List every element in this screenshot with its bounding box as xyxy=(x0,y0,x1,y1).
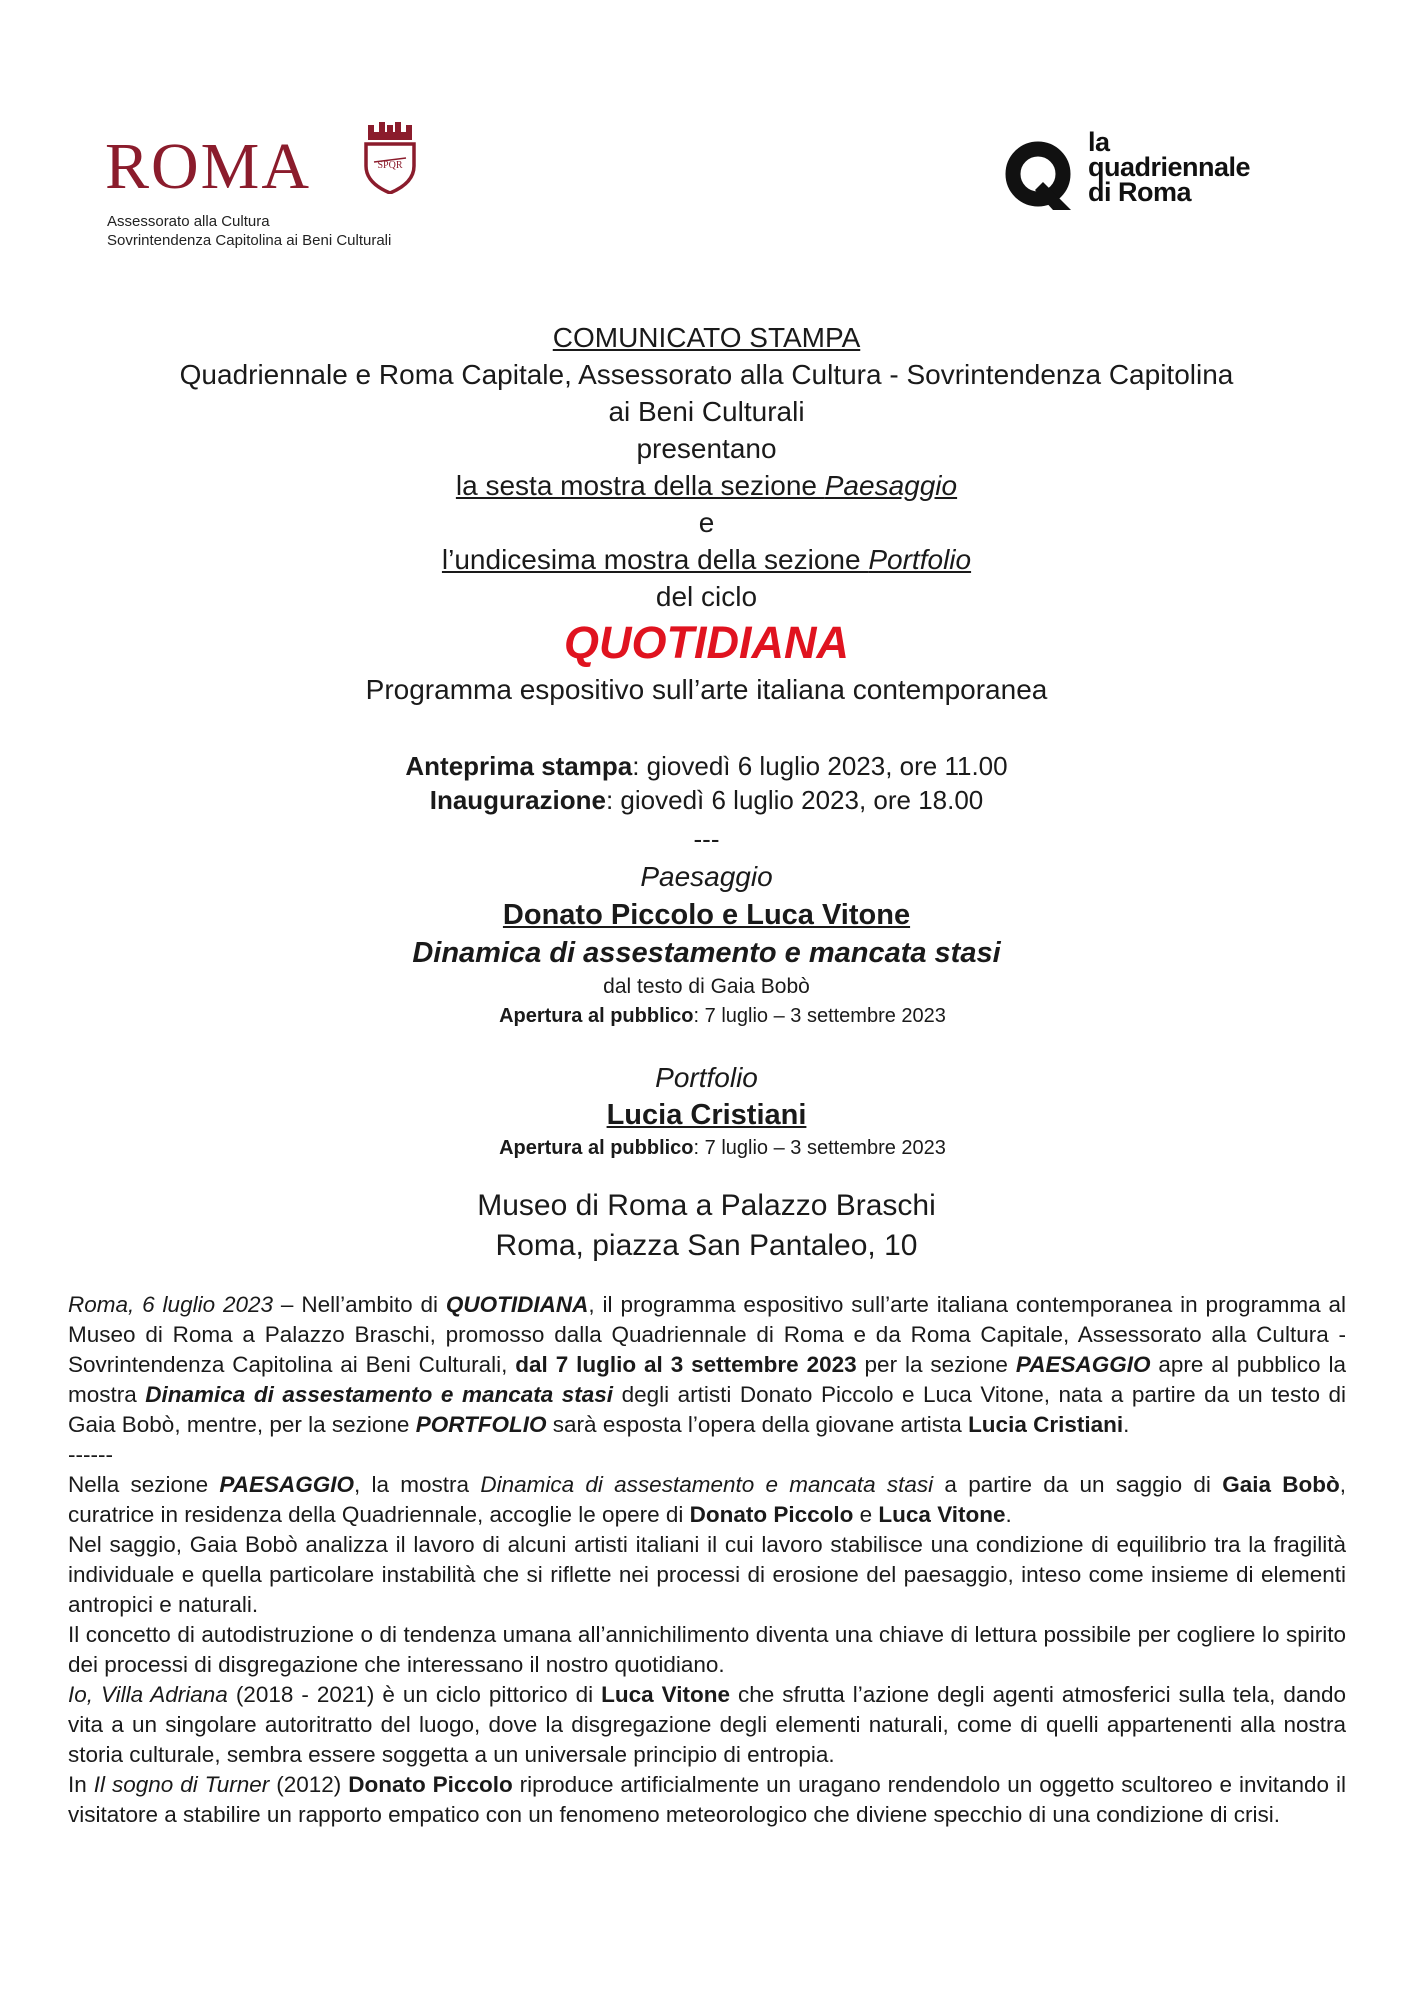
opening-label: Inaugurazione xyxy=(429,785,606,815)
spqr-crest-icon xyxy=(360,122,420,194)
text-run: PAESAGGIO xyxy=(1015,1352,1151,1377)
opening-value: : giovedì 6 luglio 2023, ore 18.00 xyxy=(605,785,984,815)
text-run: , curatrice in residenza della Quadriennale, accoglie le opere di xyxy=(68,1472,1347,1527)
program-name: QUOTIDIANA xyxy=(564,617,849,668)
preview-value: : giovedì 6 luglio 2023, ore 11.00 xyxy=(632,751,1008,781)
text-run: . xyxy=(1123,1412,1130,1437)
paesaggio-public-opening xyxy=(0,1003,1413,1029)
text-run: per la sezione xyxy=(856,1352,1016,1377)
cycle-line: del ciclo xyxy=(655,581,758,612)
text-run: PORTFOLIO xyxy=(415,1412,547,1437)
portfolio-section-label: Portfolio xyxy=(655,1062,758,1093)
paesaggio-public-value: : 7 luglio – 3 settembre 2023 xyxy=(693,1005,946,1027)
presenters-line1: Quadriennale e Roma Capitale, Assessorato alla Cultura - Sovrintendenza Capitolina xyxy=(179,359,1234,390)
text-run: e xyxy=(853,1502,879,1527)
roma-wordmark: ROMA xyxy=(105,130,312,203)
body-paragraph-2 xyxy=(68,1470,1346,1530)
presentano: presentano xyxy=(636,433,777,464)
press-preview-line xyxy=(0,749,1413,783)
eleventh-show-section: Portfolio xyxy=(868,544,972,575)
body-paragraph-1 xyxy=(68,1290,1346,1440)
text-run: Lucia Cristiani xyxy=(968,1412,1124,1437)
sixth-show-line xyxy=(0,468,1413,504)
text-run: apre al pubblico la mostra xyxy=(68,1352,1346,1407)
quadriennale-logo xyxy=(1003,127,1303,210)
text-run: , la mostra xyxy=(353,1472,481,1497)
body-paragraph-3: Nel saggio, Gaia Bobò analizza il lavoro di alcuni artisti italiani il cui lavoro stabilisce una condizione di equilibrio tra la fragilità individuale e quella particolare instabilità che si riflette nei processi di erosione del paesaggio, inteso come insieme di elementi antropici e naturali. xyxy=(68,1532,1346,1617)
text-run: Dinamica di assestamento e mancata stasi xyxy=(480,1472,934,1497)
portfolio-public-value: : 7 luglio – 3 settembre 2023 xyxy=(693,1137,946,1159)
separator: --- xyxy=(693,824,720,854)
body-paragraph-4: Il concetto di autodistruzione o di tendenza umana all’annichilimento diventa una chiave di lettura possibile per cogliere lo spirito dei processi di disgregazione che interessano il nostro quotidiano. xyxy=(68,1622,1346,1677)
paesaggio-artists: Donato Piccolo e Luca Vitone xyxy=(502,899,911,931)
text-run: Donato Piccolo xyxy=(348,1772,513,1797)
portfolio-public-opening xyxy=(0,1135,1413,1161)
roma-sub-line2: Sovrintendenza Capitolina ai Beni Culturali xyxy=(107,232,392,249)
text-run: riproduce artificialmente un uragano rendendolo un oggetto scultoreo e invitando il visitatore a stabilire un rapporto empatico con un fenomeno meteorologico che diviene specchio di una condizione di crisi. xyxy=(68,1772,1346,1827)
sixth-show-section: Paesaggio xyxy=(824,470,958,501)
text-run: dal 7 luglio al 3 settembre 2023 xyxy=(515,1352,857,1377)
body-paragraph-6 xyxy=(68,1770,1346,1830)
preview-label: Anteprima stampa xyxy=(405,751,633,781)
text-run: che sfrutta l’azione degli agenti atmosferici sulla tela, dando vita a un singolare autoritratto del luogo, dove la disgregazione degli elementi naturali, come di quelli appartenenti alla nostra storia culturale, sembra essere soggetta a un universale principio di entropia. xyxy=(68,1682,1346,1767)
roma-subtitle xyxy=(107,212,391,250)
text-run: . xyxy=(1005,1502,1012,1527)
venue-line1: Museo di Roma a Palazzo Braschi xyxy=(477,1189,936,1222)
text-run: PAESAGGIO xyxy=(219,1472,354,1497)
press-release-body xyxy=(68,1290,1346,1830)
text-run: QUOTIDIANA xyxy=(445,1292,589,1317)
roma-sub-line1: Assessorato alla Cultura xyxy=(107,213,270,230)
eleventh-show-prefix: l’undicesima mostra della sezione xyxy=(441,544,869,575)
body-paragraph-5 xyxy=(68,1680,1346,1770)
portfolio-artist: Lucia Cristiani xyxy=(606,1099,807,1131)
text-run: (2018 - 2021) è un ciclo pittorico di xyxy=(227,1682,602,1707)
venue-line2: Roma, piazza San Pantaleo, 10 xyxy=(495,1229,918,1262)
text-run: Il sogno di Turner xyxy=(93,1772,270,1797)
text-run: (2012) xyxy=(269,1772,349,1797)
text-run: sarà esposta l’opera della giovane artista xyxy=(546,1412,969,1437)
q-line1: la xyxy=(1088,127,1110,157)
eleventh-show-line xyxy=(0,542,1413,578)
text-run: a partire da un saggio di xyxy=(933,1472,1223,1497)
presenters-line2: ai Beni Culturali xyxy=(608,396,805,427)
paesaggio-exhibition-title: Dinamica di assestamento e mancata stasi xyxy=(412,937,1001,969)
press-release-heading: COMUNICATO STAMPA xyxy=(552,322,861,353)
dateline: Roma, 6 luglio 2023 xyxy=(68,1292,274,1317)
text-run: Luca Vitone xyxy=(878,1502,1006,1527)
sixth-show-prefix: la sesta mostra della sezione xyxy=(455,470,825,501)
roma-logo xyxy=(105,122,425,252)
text-run: – Nell’ambito di xyxy=(273,1292,446,1317)
q-line3: di Roma xyxy=(1088,177,1192,207)
text-run: Gaia Bobò xyxy=(1222,1472,1340,1497)
paesaggio-section-label: Paesaggio xyxy=(640,861,773,892)
text-run: , il programma espositivo sull’arte italiana contemporanea in programma al Museo di Roma a Palazzo Braschi, promosso dalla Quadriennale di Roma e da Roma Capitale, Assessorato alla Cultura - Sovrintendenza Capitolina ai Beni Culturali, xyxy=(68,1292,1346,1377)
text-run: degli artisti Donato Piccolo e Luca Vitone, nata a partire da un testo di Gaia Bobò, mentre, per la sezione xyxy=(68,1382,1346,1437)
text-run: Luca Vitone xyxy=(601,1682,731,1707)
crest-label: SPQR xyxy=(377,160,403,171)
portfolio-public-label: Apertura al pubblico xyxy=(499,1137,694,1159)
text-run: Dinamica di assestamento e mancata stasi xyxy=(145,1382,614,1407)
quadriennale-wordmark xyxy=(1088,127,1251,207)
program-subtitle: Programma espositivo sull’arte italiana contemporanea xyxy=(365,674,1048,705)
quadriennale-q-icon xyxy=(1003,138,1081,210)
text-run: Donato Piccolo xyxy=(689,1502,854,1527)
text-run: Io, Villa Adriana xyxy=(68,1682,228,1707)
text-run: Nella sezione xyxy=(68,1472,220,1497)
body-divider: ------ xyxy=(68,1442,113,1467)
and-line: e xyxy=(698,507,715,538)
paesaggio-public-label: Apertura al pubblico xyxy=(499,1005,694,1027)
opening-line xyxy=(0,783,1413,817)
text-run: In xyxy=(68,1772,94,1797)
q-line2: quadriennale xyxy=(1088,152,1251,182)
paesaggio-text-by: dal testo di Gaia Bobò xyxy=(603,975,810,998)
